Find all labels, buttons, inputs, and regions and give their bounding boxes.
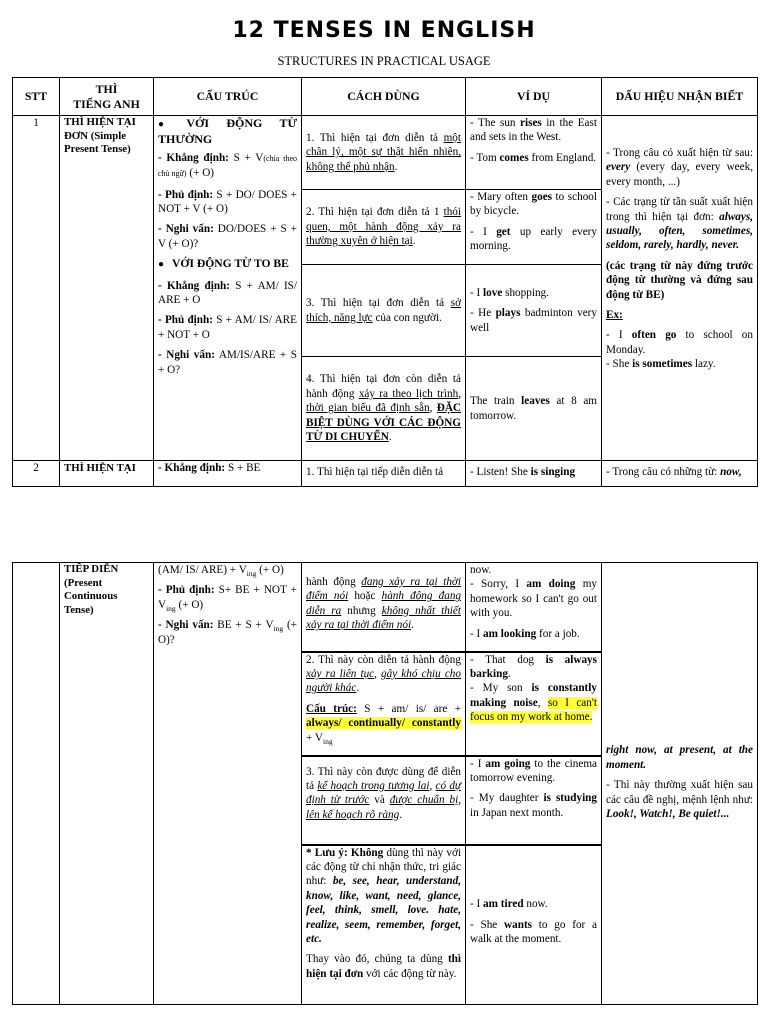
example-cell-cont-1: now. - Sorry, I am doing my homework so I can't go out with you. - I am looking for a job. xyxy=(466,563,602,652)
usage-cell-cont-4: * Lưu ý: Không dùng thì này với các động từ chỉ nhận thức, tri giác như: be, see, hear, understand, know, like, want, need, glance, feel, think, smell, love. hate, realize, seem, remember, forget, etc. Thay vào đó, chúng ta dùng thì hiện tại đơn với các động từ này. xyxy=(302,845,466,1005)
example-cell-3: - I love shopping. - He plays badminton very well xyxy=(466,265,602,357)
usage-cell-4: 4. Thì hiện tại đơn còn diễn tả hành động xảy ra theo lịch trình, thời gian biểu đã định sẵn, ĐẶC BIỆT DÙNG VỚI CÁC ĐỘNG TỪ DI CHUYỂN. xyxy=(302,357,466,461)
header-signs: DẤU HIỆU NHẬN BIẾT xyxy=(602,78,758,116)
tense-name-cell: THÌ HIỆN TẠI ĐƠN (Simple Present Tense) xyxy=(60,116,154,461)
tense-name-cell-2: THÌ HIỆN TẠI xyxy=(60,461,154,487)
header-structure: CẤU TRÚC xyxy=(154,78,302,116)
structure-cell-cont: (AM/ IS/ $ARE) + V_{ing}$ (+ O) - Phủ định: S+ BE + NOT + $V_{ing}$ (+ O) - Nghi vấn: BE + $S + V_{ing}$ (+ O)? xyxy=(154,563,302,1005)
document-subtitle: STRUCTURES IN PRACTICAL USAGE xyxy=(277,54,491,68)
table-row-simple-present-1 xyxy=(13,116,758,190)
structure-cell: ● VỚI ĐỘNG TỪ THƯỜNG - Khẳng định: S + V(chia theo chủ ngữ) (+ O) - Phủ định: S + DO/ DOES + NOT + V (+ O) - Nghi vấn: DO/DOES + S + V (+ O)? ● VỚI ĐỘNG TỪ TO BE - Khẳng định: S + AM/ IS/ ARE + O - Phủ định: S + AM/ IS/ ARE + NOT + O - Nghi vấn: AM/IS/ARE + S + O? xyxy=(154,116,302,461)
usage-cell-1: 1. Thì hiện tại đơn diễn tả một chân lý, một sự thật hiển nhiên, không thể phủ nhận. xyxy=(302,116,466,190)
example-cell-2: - Mary often goes to school by bicycle. - I get up early every morning. xyxy=(466,190,602,265)
signs-cell-2: - Trong câu có những từ: now, xyxy=(602,461,758,487)
tense-name-cell-cont: TIẾP DIỄN (Present Continuous Tense) xyxy=(60,563,154,1005)
example-cell-cont-4: - I am tired now. - She wants to go for a walk at the moment. xyxy=(466,845,602,1005)
usage-cell-cont-1: hành động đang xảy ra tại thời điểm nói hoặc hành động đang diễn ra nhưng không nhất thiết xảy ra tại thời điểm nói. xyxy=(302,563,466,652)
table-row-present-continuous-1 xyxy=(13,563,758,652)
stt-cell: 1 xyxy=(13,116,60,461)
table-header-row xyxy=(13,78,758,116)
header-examples: VÍ DỤ xyxy=(466,78,602,116)
signs-cell-cont: right now, at present, at the moment. - Thì này thường xuất hiện sau các câu đề nghị, mệnh lệnh như: Look!, Watch!, Be quiet!... xyxy=(602,563,758,1005)
example-cell-4: The train leaves at 8 am tomorrow. xyxy=(466,357,602,461)
stt-cell-cont xyxy=(13,563,60,1005)
document-title: 12 TENSES IN ENGLISH xyxy=(232,18,536,43)
table-row-present-continuous-top xyxy=(13,461,758,487)
tenses-table-part2 xyxy=(12,562,758,1005)
example-cell-5: - Listen! She is singing xyxy=(466,461,602,487)
header-stt: STT xyxy=(13,78,60,116)
example-cell-cont-3: - I am going to the cinema tomorrow evening. - My daughter is studying in Japan next month. xyxy=(466,756,602,845)
structure-cell-2: - Khẳng định: S + BE xyxy=(154,461,302,487)
usage-cell-3: 3. Thì hiện tại đơn diễn tả sở thích, năng lực của con người. xyxy=(302,265,466,357)
stt-cell-2: 2 xyxy=(13,461,60,487)
usage-cell-cont-3: 3. Thì này còn được dùng để diễn tả kế hoạch trong tương lai, có dự định từ trước và được chuẩn bị, lên kế hoạch rõ ràng. xyxy=(302,756,466,845)
header-usage: CÁCH DÙNG xyxy=(302,78,466,116)
header-tense: THÌ TIẾNG ANH xyxy=(60,78,154,116)
usage-cell-5: 1. Thì hiện tại tiếp diễn diễn tả xyxy=(302,461,466,487)
usage-cell-2: 2. Thì hiện tại đơn diễn tả 1 thói quen, một hành động xảy ra thường xuyên ở hiện tại. xyxy=(302,190,466,265)
usage-cell-cont-2: 2. Thì này còn diễn tả hành động xảy ra liên tục, gây khó chịu cho người khác. Cấu trúc: S + am/ is/ are + always/ continually/ constantly + $V_{ing}$ xyxy=(302,652,466,756)
tenses-table-part1 xyxy=(12,77,758,487)
signs-cell: - Trong câu có xuất hiện từ sau: every (every day, every week, every month, ...) - Các trạng từ tần suất xuất hiện trong thì hiện tại đơn: always, usually, often, sometimes, seldom, rarely, hardly, never. (các trạng từ này đứng trước động từ thường và đứng sau động từ BE) Ex: - I often go to school on Monday. - She is sometimes lazy. xyxy=(602,116,758,461)
example-cell-cont-2: - That dog is always barking. - My son is constantly making noise, so I can't focus on my work at home. xyxy=(466,652,602,756)
example-cell-1: - The sun rises in the East and sets in the West. - Tom comes from England. xyxy=(466,116,602,190)
